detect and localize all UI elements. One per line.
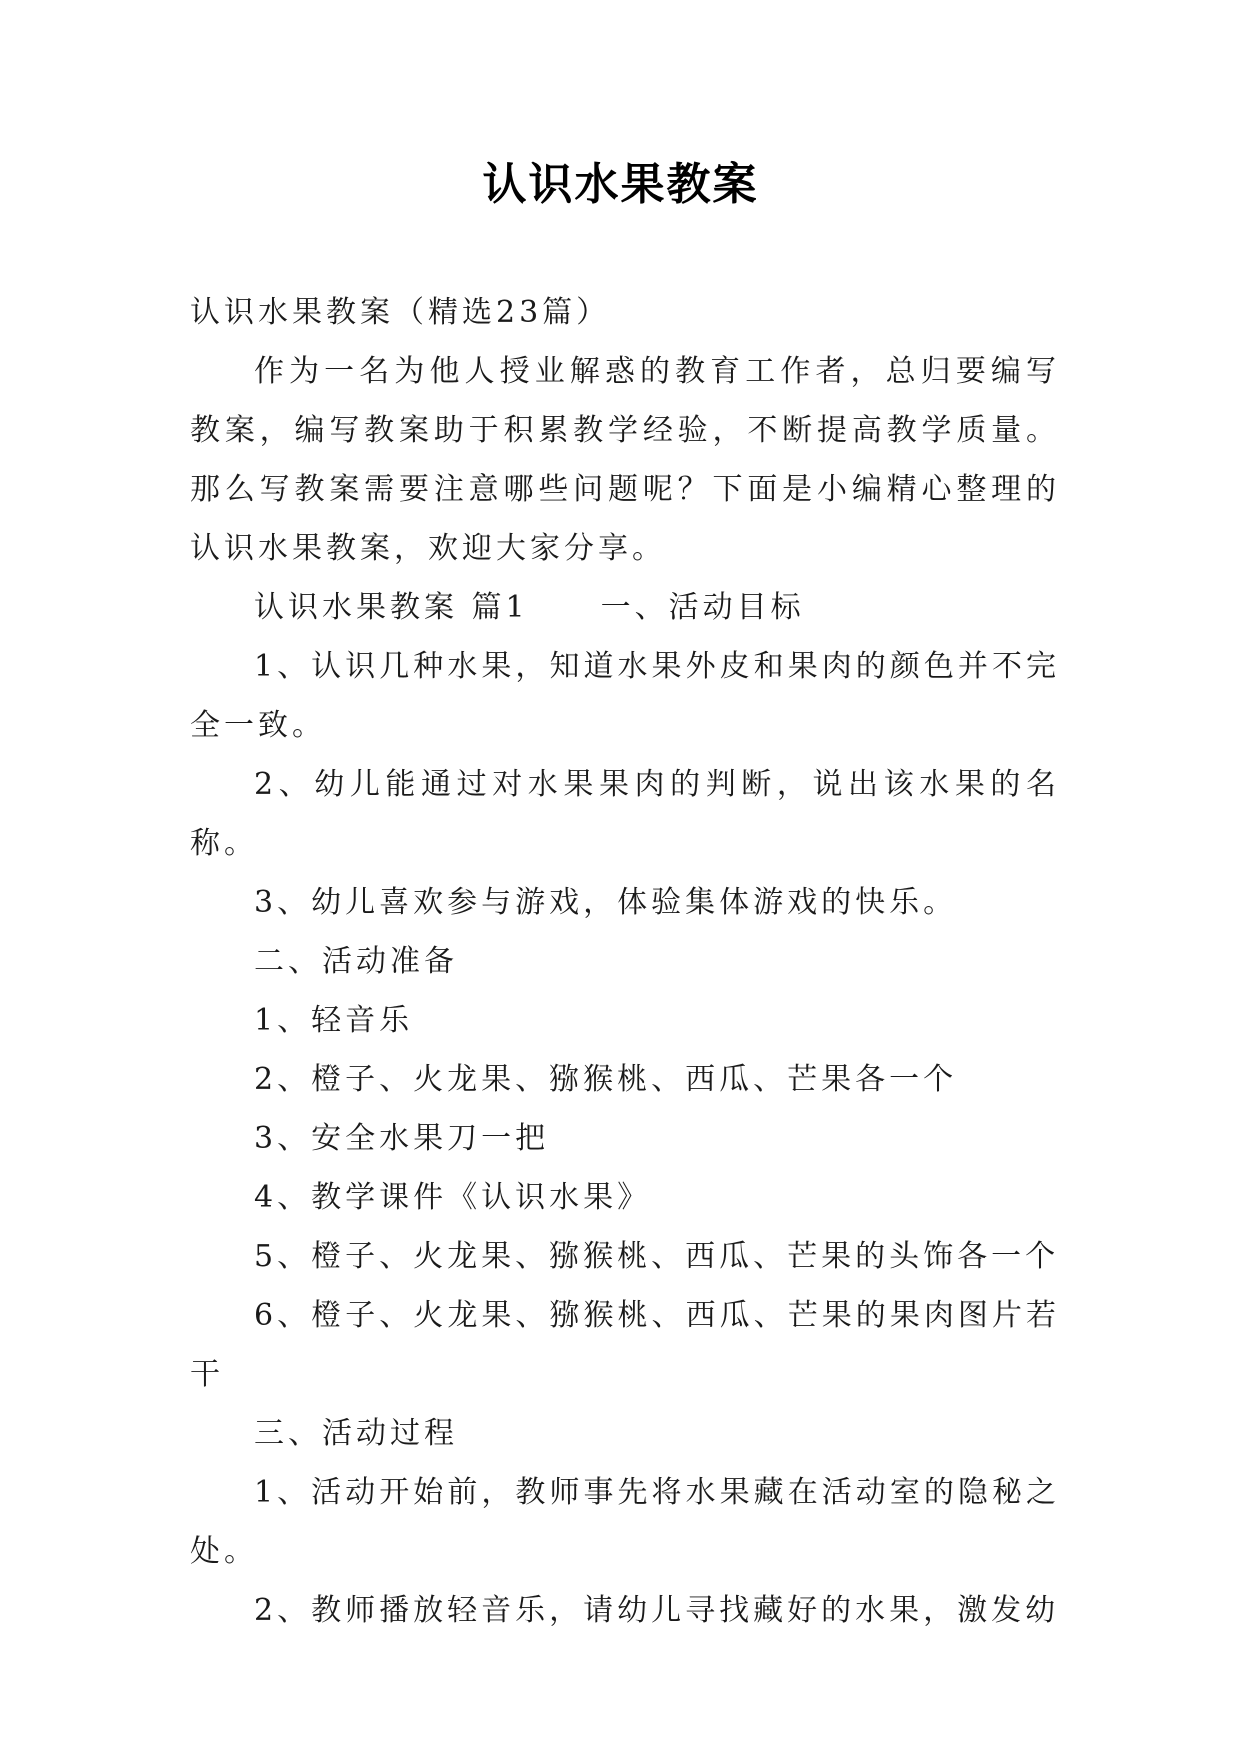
list-item: 6、橙子、火龙果、猕猴桃、西瓜、芒果的果肉图片若干 [190, 1298, 1060, 1392]
section-heading-preparation: 二、活动准备 [254, 944, 458, 979]
chapter-line [190, 578, 1060, 637]
intro-paragraph: 作为一名为他人授业解惑的教育工作者，总归要编写教案，编写教案助于积累教学经验，不断提高教学质量。那么写教案需要注意哪些问题呢？下面是小编精心整理的认识水果教案，欢迎大家分享。 [190, 354, 1060, 566]
list-item: 1、轻音乐 [254, 1003, 414, 1038]
document-body [190, 283, 1060, 1640]
section-heading-goals: 一、活动目标 [600, 590, 805, 625]
document-title: 认识水果教案 [482, 159, 759, 210]
list-item: 1、活动开始前，教师事先将水果藏在活动室的隐秘之处。 [190, 1475, 1060, 1569]
list-item: 2、橙子、火龙果、猕猴桃、西瓜、芒果各一个 [254, 1062, 958, 1097]
list-item: 4、教学课件《认识水果》 [254, 1180, 652, 1215]
list-item: 1、认识几种水果，知道水果外皮和果肉的颜色并不完全一致。 [190, 649, 1060, 743]
list-item: 2、幼儿能通过对水果果肉的判断，说出该水果的名称。 [190, 767, 1060, 861]
list-item: 3、幼儿喜欢参与游戏，体验集体游戏的快乐。 [254, 885, 958, 920]
list-item: 2、教师播放轻音乐，请幼儿寻找藏好的水果，激发幼 [254, 1593, 1060, 1628]
list-item: 5、橙子、火龙果、猕猴桃、西瓜、芒果的头饰各一个 [254, 1239, 1060, 1274]
section-heading-process: 三、活动过程 [254, 1416, 458, 1451]
list-item: 3、安全水果刀一把 [254, 1121, 550, 1156]
chapter-heading: 认识水果教案 篇1 [254, 590, 529, 625]
document-subtitle: 认识水果教案（精选23篇） [190, 295, 611, 330]
